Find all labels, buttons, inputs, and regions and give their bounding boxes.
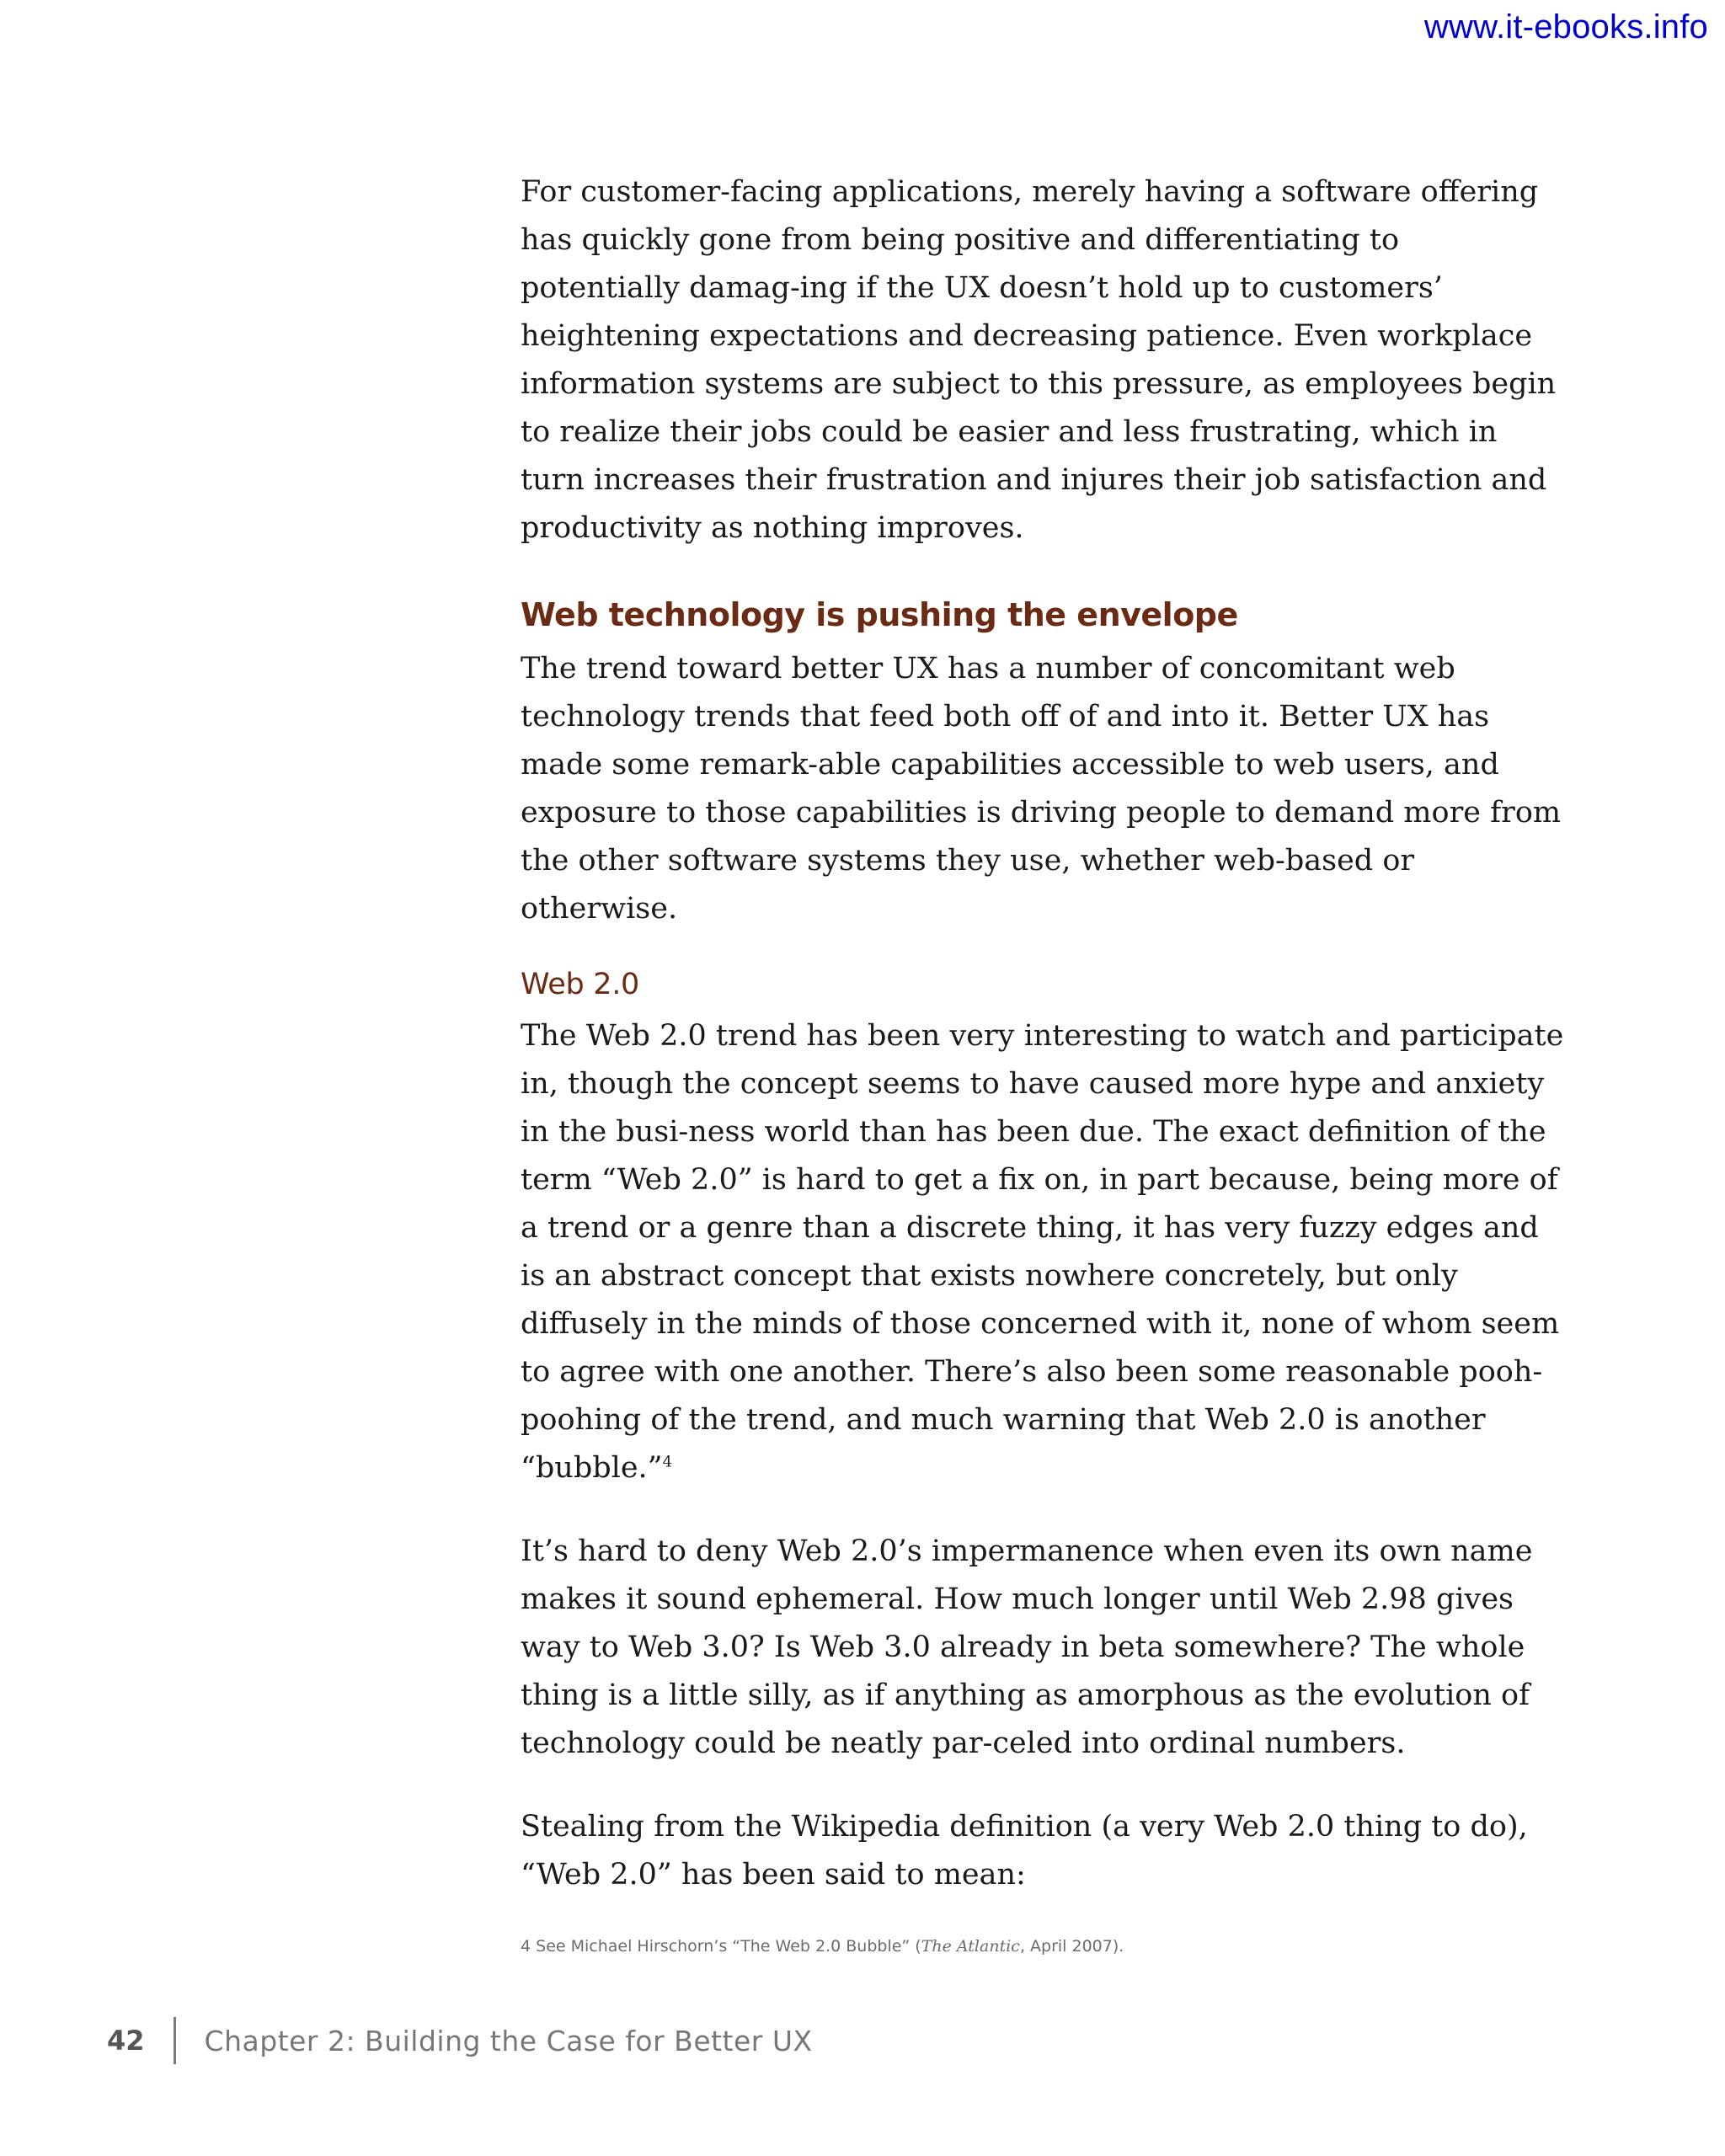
footnote [521, 1937, 1124, 1956]
main-content [521, 168, 1565, 1899]
paragraph-impermanence: It’s hard to deny Web 2.0’s impermanence when even its own name makes it sound ephemeral. How much longer until Web 2.98 gives way to Web 3.0? Is Web 3.0 already in beta somewhere? The whole thing is a little silly, as if anything as amorphous as the evolution of technology could be neatly par-celed into ordinal numbers. [521, 1534, 1533, 1760]
footnote-reference[interactable]: 4 [662, 1453, 673, 1471]
footnote-lead: 4 See Michael Hirschorn’s “The Web 2.0 Bubble” ( [521, 1937, 921, 1956]
footnote-tail: , April 2007). [1019, 1937, 1124, 1956]
running-chapter-title: Chapter 2: Building the Case for Better UX [204, 2024, 813, 2057]
page-number: 42 [107, 2025, 145, 2057]
paragraph-web-2-0-trend-text: The Web 2.0 trend has been very interesting to watch and participate in, though the concept seems to have caused more hype and anxiety in the busi-ness world than has been due. The exact definition of the term “Web 2.0” is hard to get a fix on, in part because, being more of a trend or a genre than a discrete thing, it has very fuzzy edges and is an abstract concept that exists nowhere concretely, but only diffusely in the minds of those concerned with it, none of whom seem to agree with one another. There’s also been some reasonable pooh-poohing of the trend, and much warning that Web 2.0 is another “bubble.” [521, 1019, 1564, 1485]
footer-divider [174, 2017, 176, 2064]
footnote-publication: The Atlantic [921, 1937, 1020, 1956]
paragraph-customer-facing: For customer-facing applications, merely having a software offering has quickly gone from being positive and differentiating to potentially damag-ing if the UX doesn’t hold up to customers’ heightening expectations and decreasing patience. Even workplace information systems are subject to this pressure, as employees begin to realize their jobs could be easier and less frustrating, which in turn increases their frustration and injures their job satisfaction and productivity as nothing improves. [521, 175, 1557, 545]
section-heading-web-technology: Web technology is pushing the envelope [521, 596, 1238, 633]
paragraph-wikipedia-definition: Stealing from the Wikipedia definition (a very Web 2.0 thing to do), “Web 2.0” has been said to mean: [521, 1810, 1528, 1892]
watermark-link[interactable]: www.it-ebooks.info [1423, 8, 1708, 45]
page-footer [107, 2017, 813, 2064]
paragraph-trend-toward-ux: The trend toward better UX has a number of concomitant web technology trends that feed both off of and into it. Better UX has made some remark-able capabilities accessible to web users, and exposure to those capabilities is driving people to demand more from the other software systems they use, whether web-based or otherwise. [521, 652, 1562, 926]
subsection-heading-web-2-0: Web 2.0 [521, 968, 639, 1001]
paragraph-web-2-0-trend [521, 1012, 1565, 1492]
